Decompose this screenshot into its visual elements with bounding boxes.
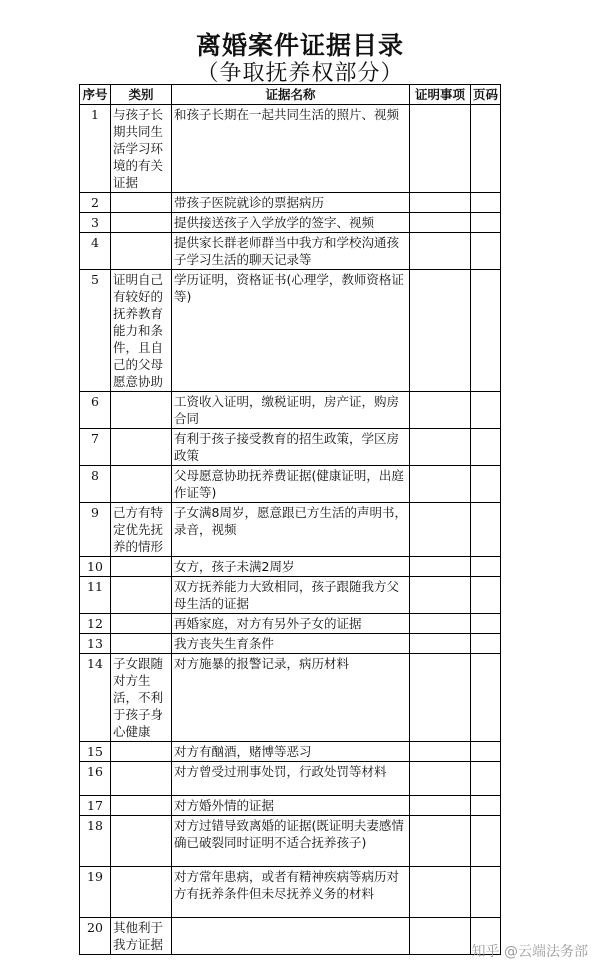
row-page: [471, 654, 501, 742]
table-row: [80, 429, 501, 466]
row-category: [111, 742, 172, 762]
row-proof-matter: [410, 867, 471, 918]
row-number: 17: [80, 796, 111, 816]
row-page: [471, 503, 501, 557]
row-category: [111, 867, 172, 918]
table-header-row: [80, 85, 501, 105]
row-proof-matter: [410, 577, 471, 614]
table-row: [80, 270, 501, 392]
row-evidence-name: 提供家长群老师群当中我方和学校沟通孩子学习生活的聊天记录等: [172, 233, 410, 270]
table-row: [80, 105, 501, 193]
table-row: [80, 762, 501, 796]
row-number: 4: [80, 233, 111, 270]
row-evidence-name: 父母愿意协助抚养费证据(健康证明，出庭作证等): [172, 466, 410, 503]
row-proof-matter: [410, 105, 471, 193]
row-evidence-name: 子女满8周岁，愿意跟已方生活的声明书，录音，视频: [172, 503, 410, 557]
row-category: [111, 614, 172, 634]
row-evidence-name: 提供接送孩子入学放学的签字、视频: [172, 213, 410, 233]
header-page: 页码: [471, 85, 501, 105]
row-number: 18: [80, 816, 111, 867]
row-evidence-name: 对方过错导致离婚的证据(既证明夫妻感情确已破裂同时证明不适合抚养孩子): [172, 816, 410, 867]
header-name: 证据名称: [172, 85, 410, 105]
row-category: [111, 466, 172, 503]
row-page: [471, 557, 501, 577]
row-category: [111, 577, 172, 614]
table-row: [80, 233, 501, 270]
table-row: [80, 466, 501, 503]
row-evidence-name: 对方常年患病，或者有精神疾病等病历对方有抚养条件但未尽抚养义务的材料: [172, 867, 410, 918]
row-evidence-name: 学历证明，资格证书(心理学，教师资格证等): [172, 270, 410, 392]
row-evidence-name: 对方有酗酒，赌博等恶习: [172, 742, 410, 762]
row-number: 2: [80, 193, 111, 213]
row-evidence-name: 工资收入证明，缴税证明，房产证，购房合同: [172, 392, 410, 429]
row-evidence-name: 对方施暴的报警记录，病历材料: [172, 654, 410, 742]
row-evidence-name: 再婚家庭，对方有另外子女的证据: [172, 614, 410, 634]
row-number: 15: [80, 742, 111, 762]
row-category: [111, 392, 172, 429]
table-row: [80, 577, 501, 614]
table-row: [80, 742, 501, 762]
row-number: 6: [80, 392, 111, 429]
row-category: 证明自己有较好的抚养教育能力和条件，且自己的父母愿意协助: [111, 270, 172, 392]
row-proof-matter: [410, 918, 471, 955]
row-evidence-name: 有利于孩子接受教育的招生政策，学区房政策: [172, 429, 410, 466]
table-row: [80, 867, 501, 918]
row-page: [471, 577, 501, 614]
row-category: [111, 796, 172, 816]
row-evidence-name: 对方曾受过刑事处罚，行政处罚等材料: [172, 762, 410, 796]
table-row: [80, 634, 501, 654]
row-page: [471, 796, 501, 816]
row-number: 3: [80, 213, 111, 233]
row-proof-matter: [410, 503, 471, 557]
evidence-table: [79, 84, 501, 955]
row-page: [471, 867, 501, 918]
row-number: 9: [80, 503, 111, 557]
row-category: [111, 213, 172, 233]
row-proof-matter: [410, 233, 471, 270]
row-evidence-name: 我方丧失生育条件: [172, 634, 410, 654]
row-page: [471, 392, 501, 429]
row-category: [111, 816, 172, 867]
table-row: [80, 614, 501, 634]
table-body: [80, 105, 501, 955]
row-page: [471, 270, 501, 392]
row-proof-matter: [410, 557, 471, 577]
row-proof-matter: [410, 193, 471, 213]
row-page: [471, 634, 501, 654]
row-page: [471, 466, 501, 503]
row-page: [471, 816, 501, 867]
header-no: 序号: [80, 85, 111, 105]
row-number: 1: [80, 105, 111, 193]
table-row: [80, 654, 501, 742]
row-page: [471, 233, 501, 270]
row-proof-matter: [410, 654, 471, 742]
table-row: [80, 392, 501, 429]
row-category: [111, 762, 172, 796]
row-number: 16: [80, 762, 111, 796]
table-row: [80, 557, 501, 577]
row-proof-matter: [410, 614, 471, 634]
row-evidence-name: 对方婚外情的证据: [172, 796, 410, 816]
row-proof-matter: [410, 429, 471, 466]
row-number: 13: [80, 634, 111, 654]
row-category: 与孩子长期共同生活学习环境的有关证据: [111, 105, 172, 193]
row-category: [111, 634, 172, 654]
table-row: [80, 796, 501, 816]
row-number: 11: [80, 577, 111, 614]
table-row: [80, 503, 501, 557]
row-proof-matter: [410, 816, 471, 867]
row-proof-matter: [410, 762, 471, 796]
row-page: [471, 762, 501, 796]
row-number: 8: [80, 466, 111, 503]
row-page: [471, 213, 501, 233]
table-row: [80, 816, 501, 867]
row-number: 20: [80, 918, 111, 955]
row-proof-matter: [410, 742, 471, 762]
row-category: [111, 233, 172, 270]
header-fact: 证明事项: [410, 85, 471, 105]
document-subtitle: （争取抚养权部分）: [196, 61, 404, 86]
row-number: 19: [80, 867, 111, 918]
row-category: [111, 429, 172, 466]
row-page: [471, 742, 501, 762]
header-category: 类别: [111, 85, 172, 105]
document-title: 离婚案件证据目录: [195, 31, 404, 60]
row-category: 己方有特定优先抚养的情形: [111, 503, 172, 557]
row-number: 5: [80, 270, 111, 392]
row-number: 7: [80, 429, 111, 466]
row-proof-matter: [410, 213, 471, 233]
row-proof-matter: [410, 796, 471, 816]
row-number: 10: [80, 557, 111, 577]
table-row: [80, 213, 501, 233]
row-category: 子女跟随对方生活，不利于孩子身心健康: [111, 654, 172, 742]
row-number: 14: [80, 654, 111, 742]
row-category: [111, 193, 172, 213]
row-category: 其他利于我方证据: [111, 918, 172, 955]
row-number: 12: [80, 614, 111, 634]
row-evidence-name: 双方抚养能力大致相同，孩子跟随我方父母生活的证据: [172, 577, 410, 614]
row-evidence-name: [172, 918, 410, 955]
row-evidence-name: 和孩子长期在一起共同生活的照片、视频: [172, 105, 410, 193]
row-page: [471, 105, 501, 193]
row-category: [111, 557, 172, 577]
row-evidence-name: 女方，孩子未满2周岁: [172, 557, 410, 577]
table-row: [80, 193, 501, 213]
row-proof-matter: [410, 466, 471, 503]
row-evidence-name: 带孩子医院就诊的票据病历: [172, 193, 410, 213]
row-proof-matter: [410, 270, 471, 392]
row-page: [471, 429, 501, 466]
row-proof-matter: [410, 392, 471, 429]
row-page: [471, 614, 501, 634]
row-page: [471, 193, 501, 213]
row-proof-matter: [410, 634, 471, 654]
watermark: 知乎 @云端法务部: [471, 944, 588, 960]
table-row: [80, 918, 501, 955]
